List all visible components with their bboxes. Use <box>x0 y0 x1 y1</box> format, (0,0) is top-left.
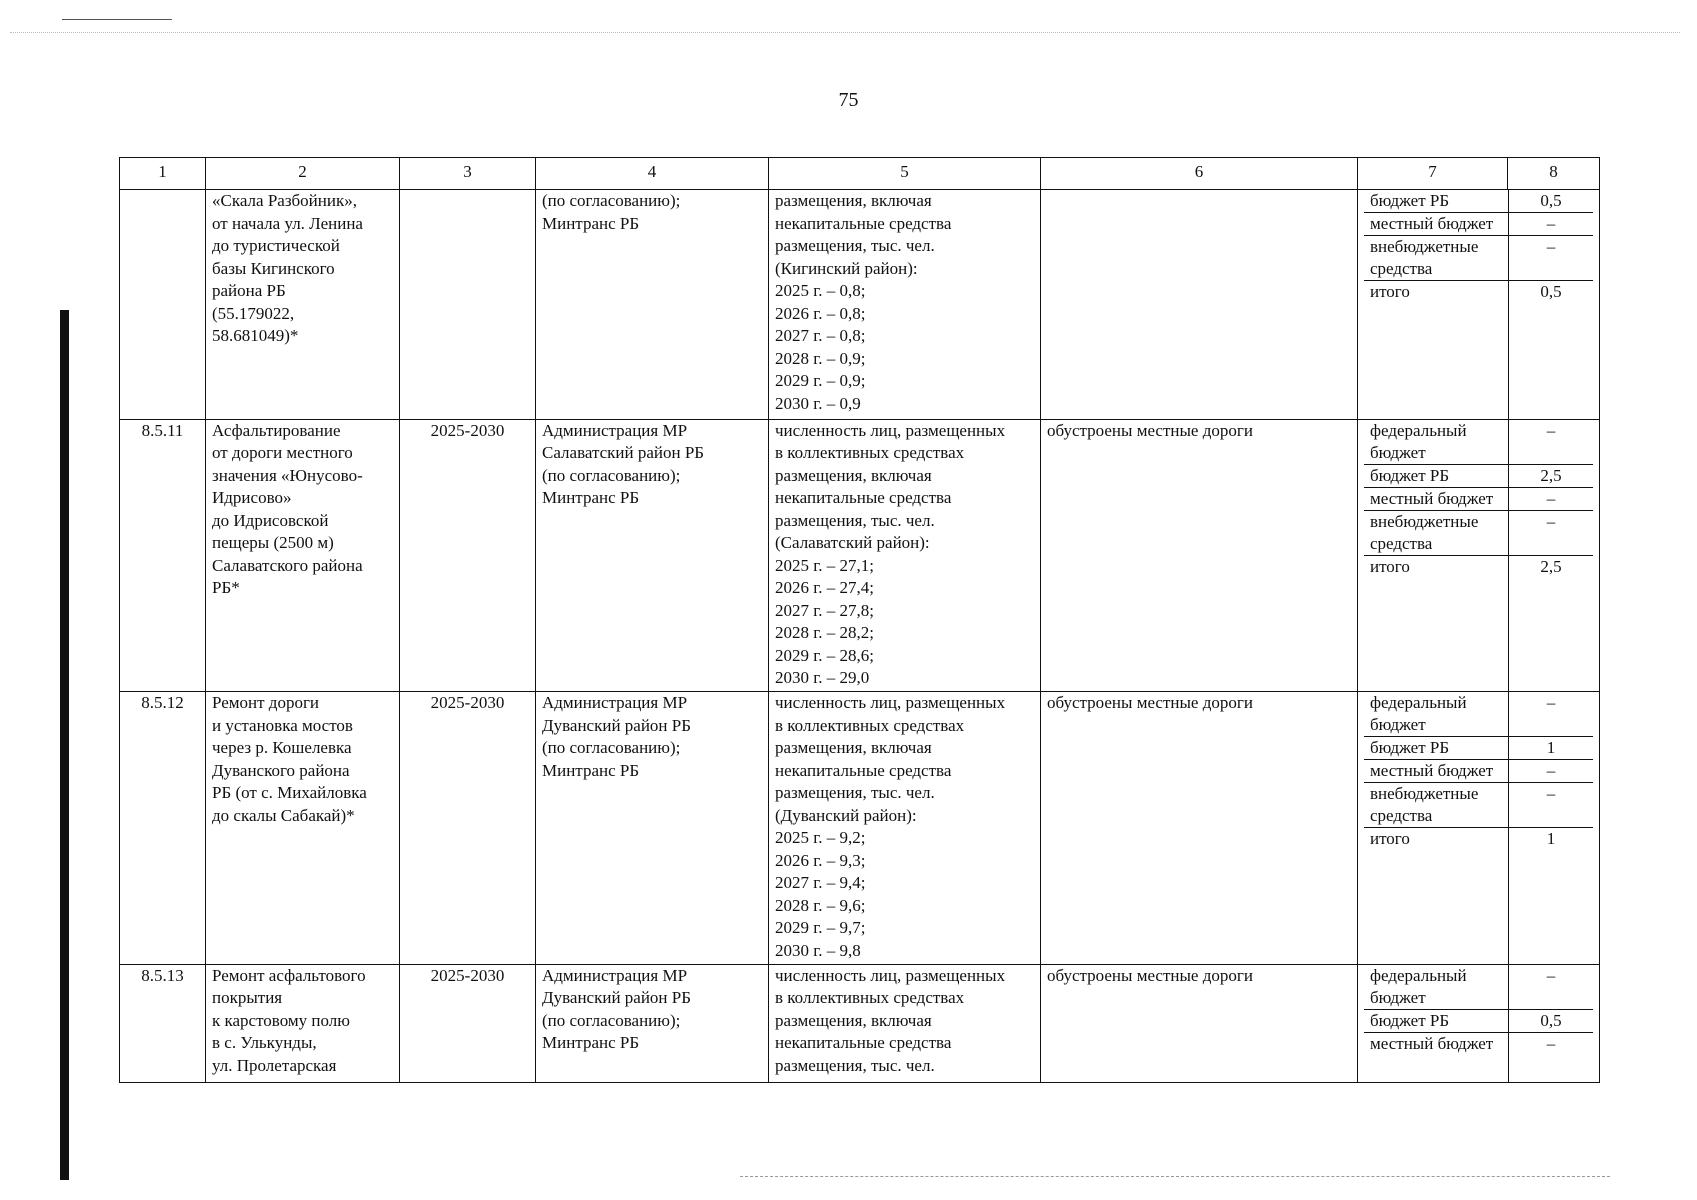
funding-amount: – <box>1509 760 1594 783</box>
executor-line: Минтранс РБ <box>542 213 640 233</box>
funding-table <box>1364 965 1593 1083</box>
indicator-line: численность лиц, размещенных <box>775 965 1006 985</box>
scan-binding-edge <box>60 310 69 1180</box>
funding-row <box>1364 555 1593 691</box>
indicator-line: численность лиц, размещенных <box>775 420 1006 440</box>
header-row <box>120 158 1600 190</box>
funding-cell <box>1358 964 1600 1083</box>
executor-line: Администрация МР <box>542 965 688 985</box>
funding-amount: 2,5 <box>1509 555 1594 691</box>
executor-line: (по согласованию); <box>542 738 681 757</box>
funding-source: местный бюджет <box>1364 487 1509 510</box>
indicator-line: 2030 г. – 29,0 <box>775 668 870 687</box>
event-name-line: в с. Улькунды, <box>212 1033 317 1052</box>
indicator-line: 2026 г. – 0,8; <box>775 303 866 323</box>
event-name-line: к карстовому полю <box>212 1010 350 1030</box>
funding-amount: 1 <box>1509 828 1594 964</box>
indicator-line: размещения, тыс. чел. <box>775 783 935 802</box>
event-name-line: до Идрисовской <box>212 510 329 530</box>
executor-cell <box>536 190 769 420</box>
indicator-line: 2030 г. – 0,9 <box>775 393 861 413</box>
indicator-line: размещения, включая <box>775 191 932 210</box>
indicator-line: 2025 г. – 27,1; <box>775 555 875 575</box>
indicator-line: некапитальные средства <box>775 1033 952 1052</box>
indicator-line: в коллективных средствах <box>775 715 965 735</box>
funding-amount: 1 <box>1509 737 1594 760</box>
event-name-line: 58.681049)* <box>212 326 299 345</box>
funding-source: федеральный бюджет <box>1364 692 1509 737</box>
table-row <box>120 190 1600 420</box>
header-cell-5: 5 <box>769 158 1041 190</box>
event-name-line: через р. Кошелевка <box>212 738 352 757</box>
funding-amount: 0,5 <box>1509 1009 1594 1032</box>
funding-row <box>1364 487 1593 510</box>
executor-line: Минтранс РБ <box>542 760 640 780</box>
result-cell: обустроены местные дороги <box>1041 419 1358 692</box>
funding-source: итого <box>1370 556 1410 576</box>
event-name-line: до туристической <box>212 236 340 255</box>
event-name-line: Ремонт асфальтового <box>212 965 366 985</box>
indicator-cell <box>769 419 1041 692</box>
table-row <box>120 419 1600 692</box>
header-cell-3: 3 <box>400 158 536 190</box>
funding-source: бюджет РБ <box>1364 464 1509 487</box>
indicator-line: размещения, включая <box>775 465 932 485</box>
funding-amount: – <box>1509 965 1594 1010</box>
indicator-line: размещения, тыс. чел. <box>775 1055 935 1075</box>
funding-row <box>1364 783 1593 828</box>
funding-source: итого <box>1370 282 1410 301</box>
event-name-line: Дуванского района <box>212 760 350 780</box>
executor-cell <box>536 419 769 692</box>
funding-source: бюджет РБ <box>1364 737 1509 760</box>
indicator-cell <box>769 964 1041 1083</box>
executor-line: (по согласованию); <box>542 1010 681 1030</box>
item-number-cell <box>120 190 206 420</box>
event-name-line: «Скала Разбойник», <box>212 191 357 210</box>
funding-table <box>1364 190 1593 419</box>
indicator-line: некапитальные средства <box>775 488 952 507</box>
header-cell-1: 1 <box>120 158 206 190</box>
funding-source: внебюджетные средства <box>1364 510 1509 555</box>
executor-line: Салаватский район РБ <box>542 443 705 462</box>
indicator-line: 2029 г. – 0,9; <box>775 371 866 390</box>
funding-source: бюджет РБ <box>1364 190 1509 213</box>
indicator-line: 2030 г. – 9,8 <box>775 940 861 960</box>
item-number-cell: 8.5.11 <box>120 419 206 692</box>
funding-source: местный бюджет <box>1370 1033 1494 1053</box>
funding-amount: – <box>1509 420 1594 465</box>
executor-line: Дуванский район РБ <box>542 715 691 735</box>
indicator-cell <box>769 692 1041 965</box>
event-name-line: значения «Юнусово- <box>212 465 363 485</box>
header-cell-4: 4 <box>536 158 769 190</box>
executor-line: Дуванский район РБ <box>542 988 691 1007</box>
event-name-line: и установка мостов <box>212 715 353 735</box>
indicator-line: (Салаватский район): <box>775 533 930 552</box>
event-name-line: от начала ул. Ленина <box>212 213 363 233</box>
funding-source: внебюджетные средства <box>1364 236 1509 281</box>
indicator-line: 2027 г. – 27,8; <box>775 600 875 620</box>
indicator-line: численность лиц, размещенных <box>775 693 1006 712</box>
funding-row <box>1364 737 1593 760</box>
indicator-line: 2029 г. – 28,6; <box>775 645 875 665</box>
event-name-cell <box>206 964 400 1083</box>
funding-source: бюджет РБ <box>1364 1009 1509 1032</box>
funding-amount: – <box>1509 1032 1594 1082</box>
indicator-line: 2026 г. – 9,3; <box>775 850 866 870</box>
funding-row <box>1364 281 1593 419</box>
indicator-line: размещения, включая <box>775 738 932 757</box>
program-table <box>119 157 1600 1083</box>
indicator-line: 2029 г. – 9,7; <box>775 918 866 937</box>
result-cell <box>1041 190 1358 420</box>
indicator-line: размещения, тыс. чел. <box>775 236 935 255</box>
funding-amount: 2,5 <box>1509 464 1594 487</box>
executor-cell <box>536 692 769 965</box>
header-cell-8: 8 <box>1508 158 1600 190</box>
funding-row <box>1364 510 1593 555</box>
funding-amount: 0,5 <box>1509 281 1594 419</box>
funding-row <box>1364 692 1593 737</box>
funding-source: местный бюджет <box>1364 213 1509 236</box>
executor-line: Минтранс РБ <box>542 1033 640 1052</box>
event-name-line: РБ (от с. Михайловка <box>212 783 367 802</box>
funding-cell <box>1358 419 1600 692</box>
executor-line: Администрация МР <box>542 693 688 712</box>
funding-source: федеральный бюджет <box>1364 965 1509 1010</box>
item-number-cell: 8.5.12 <box>120 692 206 965</box>
event-name-cell <box>206 419 400 692</box>
funding-amount: – <box>1509 510 1594 555</box>
event-name-line: Салаватского района <box>212 555 363 575</box>
funding-row <box>1364 760 1593 783</box>
funding-row <box>1364 828 1593 964</box>
funding-cell <box>1358 190 1600 420</box>
funding-amount: – <box>1509 487 1594 510</box>
executor-cell <box>536 964 769 1083</box>
scan-noise-top <box>10 32 1680 33</box>
header-cell-7: 7 <box>1358 158 1508 190</box>
indicator-line: размещения, включая <box>775 1010 932 1030</box>
funding-cell <box>1358 692 1600 965</box>
indicator-line: (Дуванский район): <box>775 805 917 825</box>
event-name-line: Ремонт дороги <box>212 693 320 712</box>
indicator-line: 2027 г. – 0,8; <box>775 326 866 345</box>
event-name-line: (55.179022, <box>212 303 295 323</box>
funding-row <box>1364 464 1593 487</box>
item-number-cell: 8.5.13 <box>120 964 206 1083</box>
funding-row <box>1364 190 1593 213</box>
event-name-line: ул. Пролетарская <box>212 1055 337 1075</box>
indicator-line: 2028 г. – 28,2; <box>775 623 875 642</box>
event-name-line: базы Кигинского <box>212 258 335 278</box>
table-row <box>120 964 1600 1083</box>
funding-amount: – <box>1509 783 1594 828</box>
event-name-line: до скалы Сабакай)* <box>212 805 355 825</box>
indicator-line: 2028 г. – 9,6; <box>775 895 866 915</box>
funding-amount: – <box>1509 236 1594 281</box>
executor-line: (по согласованию); <box>542 465 681 485</box>
page-number: 75 <box>838 89 859 111</box>
funding-source: местный бюджет <box>1364 760 1509 783</box>
indicator-line: 2028 г. – 0,9; <box>775 348 866 368</box>
scan-mark-top <box>62 19 172 20</box>
event-name-cell <box>206 692 400 965</box>
indicator-line: 2025 г. – 0,8; <box>775 281 866 300</box>
result-cell: обустроены местные дороги <box>1041 964 1358 1083</box>
funding-amount: – <box>1509 213 1594 236</box>
period-cell: 2025-2030 <box>400 964 536 1083</box>
indicator-line: 2027 г. – 9,4; <box>775 873 866 892</box>
period-cell: 2025-2030 <box>400 692 536 965</box>
event-name-line: пещеры (2500 м) <box>212 533 334 552</box>
event-name-line: Идрисово» <box>212 488 292 507</box>
result-cell: обустроены местные дороги <box>1041 692 1358 965</box>
funding-row <box>1364 213 1593 236</box>
scan-noise-bottom <box>740 1176 1610 1177</box>
indicator-line: некапитальные средства <box>775 760 952 780</box>
indicator-line: в коллективных средствах <box>775 443 965 462</box>
table-row <box>120 692 1600 965</box>
period-cell: 2025-2030 <box>400 419 536 692</box>
funding-amount: 0,5 <box>1509 190 1594 213</box>
indicator-line: некапитальные средства <box>775 213 952 233</box>
table-body <box>120 190 1600 1083</box>
executor-line: (по согласованию); <box>542 191 681 210</box>
event-name-line: Асфальтирование <box>212 420 341 440</box>
event-name-line: РБ* <box>212 578 240 597</box>
funding-row <box>1364 965 1593 1010</box>
funding-source: федеральный бюджет <box>1364 420 1509 465</box>
funding-table <box>1364 692 1593 964</box>
funding-amount: – <box>1509 692 1594 737</box>
indicator-line: (Кигинский район): <box>775 258 918 278</box>
funding-row <box>1364 420 1593 465</box>
indicator-line: в коллективных средствах <box>775 988 965 1007</box>
funding-row <box>1364 1009 1593 1032</box>
funding-row <box>1364 1032 1593 1082</box>
funding-source: итого <box>1370 829 1410 848</box>
indicator-line: 2025 г. – 9,2; <box>775 828 866 847</box>
indicator-line: 2026 г. – 27,4; <box>775 578 875 597</box>
indicator-line: размещения, тыс. чел. <box>775 510 935 530</box>
event-name-cell <box>206 190 400 420</box>
funding-source: внебюджетные средства <box>1364 783 1509 828</box>
funding-table <box>1364 420 1593 692</box>
header-cell-2: 2 <box>206 158 400 190</box>
event-name-line: от дороги местного <box>212 443 353 462</box>
indicator-cell <box>769 190 1041 420</box>
funding-row <box>1364 236 1593 281</box>
event-name-line: района РБ <box>212 281 286 300</box>
period-cell <box>400 190 536 420</box>
header-cell-6: 6 <box>1041 158 1358 190</box>
event-name-line: покрытия <box>212 988 283 1007</box>
executor-line: Администрация МР <box>542 420 688 440</box>
executor-line: Минтранс РБ <box>542 488 640 507</box>
